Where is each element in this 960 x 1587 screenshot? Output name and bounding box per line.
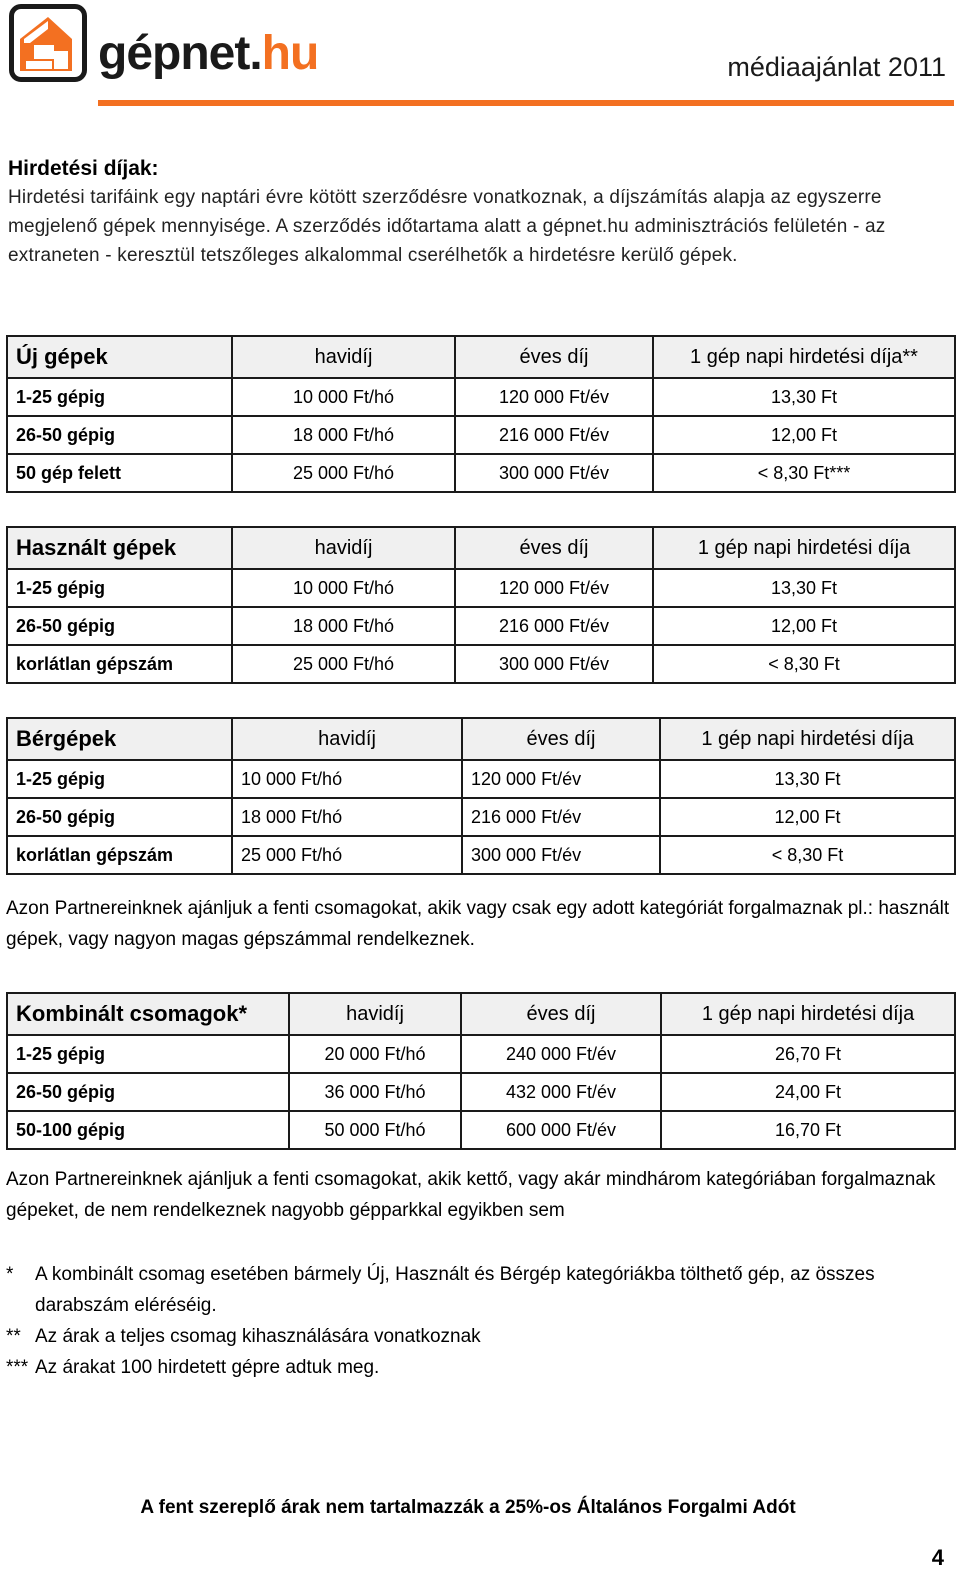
cell-yearly: 120 000 Ft/év	[462, 760, 660, 798]
table-row	[7, 416, 955, 454]
table-row	[7, 569, 955, 607]
page-number: 4	[931, 1545, 944, 1570]
table-row	[7, 836, 955, 874]
table-header-row	[7, 718, 955, 760]
cell-yearly: 300 000 Ft/év	[455, 645, 653, 683]
cell-yearly: 216 000 Ft/év	[455, 416, 653, 454]
cell-monthly: 25 000 Ft/hó	[232, 836, 462, 874]
footnote	[6, 1259, 954, 1321]
cell-tier: 1-25 gépig	[7, 378, 232, 416]
header-divider	[98, 100, 954, 106]
cell-daily: 12,00 Ft	[660, 798, 955, 836]
cell-tier: 1-25 gépig	[7, 1035, 289, 1073]
cell-daily: < 8,30 Ft***	[653, 454, 955, 492]
cell-yearly: 300 000 Ft/év	[455, 454, 653, 492]
cell-monthly: 10 000 Ft/hó	[232, 378, 455, 416]
cell-monthly: 10 000 Ft/hó	[232, 760, 462, 798]
cell-monthly: 36 000 Ft/hó	[289, 1073, 461, 1111]
table-row	[7, 378, 955, 416]
tagline: médiaajánlat 2011	[727, 52, 946, 82]
table-rental-machines	[6, 717, 956, 875]
logo-mark	[9, 4, 87, 82]
cell-monthly: 10 000 Ft/hó	[232, 569, 455, 607]
cell-yearly: 216 000 Ft/év	[455, 607, 653, 645]
cell-monthly: 18 000 Ft/hó	[232, 416, 455, 454]
cell-daily: 12,00 Ft	[653, 416, 955, 454]
footnotes	[6, 1259, 954, 1383]
cell-tier: 26-50 gépig	[7, 798, 232, 836]
header-monthly: havidíj	[232, 336, 455, 378]
cell-daily: 13,30 Ft	[653, 378, 955, 416]
cell-tier: 26-50 gépig	[7, 1073, 289, 1111]
logo-main: gépnet.	[98, 27, 262, 80]
header-yearly: éves díj	[455, 527, 653, 569]
table-header-row	[7, 336, 955, 378]
cell-daily: < 8,30 Ft	[653, 645, 955, 683]
vat-disclaimer: A fent szereplő árak nem tartalmazzák a 25%-os Általános Forgalmi Adót	[140, 1497, 796, 1518]
intro-section	[8, 157, 952, 270]
table-header-row	[7, 993, 955, 1035]
footnote-text: A kombinált csomag esetében bármely Új, Használt és Bérgép kategóriákba tölthető gép, az összes darabszám eléréséig.	[35, 1264, 875, 1316]
header-category: Bérgépek	[7, 718, 232, 760]
header-monthly: havidíj	[232, 718, 462, 760]
cell-monthly: 18 000 Ft/hó	[232, 798, 462, 836]
table-row	[7, 760, 955, 798]
table-combined-packages	[6, 992, 956, 1150]
cell-tier: korlátlan gépszám	[7, 836, 232, 874]
multi-category-note: Azon Partnereinknek ajánljuk a fenti csomagokat, akik kettő, vagy akár mindhárom kategóriában forgalmaznak gépeket, de nem rendelkeznek nagyobb gépparkkal egyikben sem	[6, 1169, 936, 1221]
cell-monthly: 18 000 Ft/hó	[232, 607, 455, 645]
cell-yearly: 120 000 Ft/év	[455, 569, 653, 607]
table-used-machines	[6, 526, 956, 684]
table-row	[7, 1035, 955, 1073]
cell-tier: 1-25 gépig	[7, 760, 232, 798]
header-yearly: éves díj	[455, 336, 653, 378]
header-daily: 1 gép napi hirdetési díja	[661, 993, 955, 1035]
header-category: Kombinált csomagok*	[7, 993, 289, 1035]
footnote-mark: **	[6, 1326, 21, 1347]
table-header-row	[7, 527, 955, 569]
cell-tier: 50 gép felett	[7, 454, 232, 492]
cell-yearly: 240 000 Ft/év	[461, 1035, 661, 1073]
header-daily: 1 gép napi hirdetési díja	[653, 527, 955, 569]
table-row	[7, 645, 955, 683]
header-daily: 1 gép napi hirdetési díja	[660, 718, 955, 760]
header-yearly: éves díj	[462, 718, 660, 760]
intro-title: Hirdetési díjak:	[8, 157, 159, 180]
footnote	[6, 1321, 954, 1352]
footnote-mark: *	[6, 1264, 14, 1285]
footnote	[6, 1352, 954, 1383]
table-row	[7, 607, 955, 645]
table-row	[7, 1111, 955, 1149]
header-category: Új gépek	[7, 336, 232, 378]
logo-wordmark	[98, 27, 319, 80]
cell-daily: < 8,30 Ft	[660, 836, 955, 874]
footnote-mark: ***	[6, 1357, 29, 1378]
excavator-logo-icon	[14, 9, 82, 77]
cell-tier: 26-50 gépig	[7, 416, 232, 454]
table-row	[7, 798, 955, 836]
cell-monthly: 25 000 Ft/hó	[232, 454, 455, 492]
cell-yearly: 120 000 Ft/év	[455, 378, 653, 416]
cell-monthly: 25 000 Ft/hó	[232, 645, 455, 683]
footnote-text: Az árak a teljes csomag kihasználására vonatkoznak	[35, 1326, 481, 1347]
page-header	[0, 0, 960, 112]
cell-tier: korlátlan gépszám	[7, 645, 232, 683]
cell-yearly: 300 000 Ft/év	[462, 836, 660, 874]
cell-daily: 24,00 Ft	[661, 1073, 955, 1111]
cell-tier: 26-50 gépig	[7, 607, 232, 645]
table-row	[7, 454, 955, 492]
single-category-note: Azon Partnereinknek ajánljuk a fenti csomagokat, akik vagy csak egy adott kategóriát forgalmaznak pl.: használt gépek, vagy nagyon magas gépszámmal rendelkeznek.	[6, 898, 950, 950]
intro-body: Hirdetési tarifáink egy naptári évre kötött szerződésre vonatkoznak, a díjszámítás alapja az egyszerre megjelenő gépek mennyisége. A szerződés időtartama alatt a gépnet.hu adminisztrációs felületén - az extraneten - keresztül tetszőleges alkalommal cserélhetők a hirdetésre kerülő gépek.	[8, 187, 886, 266]
header-monthly: havidíj	[289, 993, 461, 1035]
cell-tier: 50-100 gépig	[7, 1111, 289, 1149]
logo-tld: hu	[261, 27, 319, 80]
footnote-text: Az árakat 100 hirdetett gépre adtuk meg.	[35, 1357, 380, 1378]
cell-yearly: 216 000 Ft/év	[462, 798, 660, 836]
header-daily: 1 gép napi hirdetési díja**	[653, 336, 955, 378]
cell-yearly: 432 000 Ft/év	[461, 1073, 661, 1111]
cell-yearly: 600 000 Ft/év	[461, 1111, 661, 1149]
cell-daily: 26,70 Ft	[661, 1035, 955, 1073]
cell-daily: 16,70 Ft	[661, 1111, 955, 1149]
table-new-machines	[6, 335, 956, 493]
header-yearly: éves díj	[461, 993, 661, 1035]
cell-daily: 13,30 Ft	[653, 569, 955, 607]
cell-tier: 1-25 gépig	[7, 569, 232, 607]
table-row	[7, 1073, 955, 1111]
cell-daily: 12,00 Ft	[653, 607, 955, 645]
cell-monthly: 20 000 Ft/hó	[289, 1035, 461, 1073]
header-category: Használt gépek	[7, 527, 232, 569]
header-monthly: havidíj	[232, 527, 455, 569]
cell-daily: 13,30 Ft	[660, 760, 955, 798]
cell-monthly: 50 000 Ft/hó	[289, 1111, 461, 1149]
